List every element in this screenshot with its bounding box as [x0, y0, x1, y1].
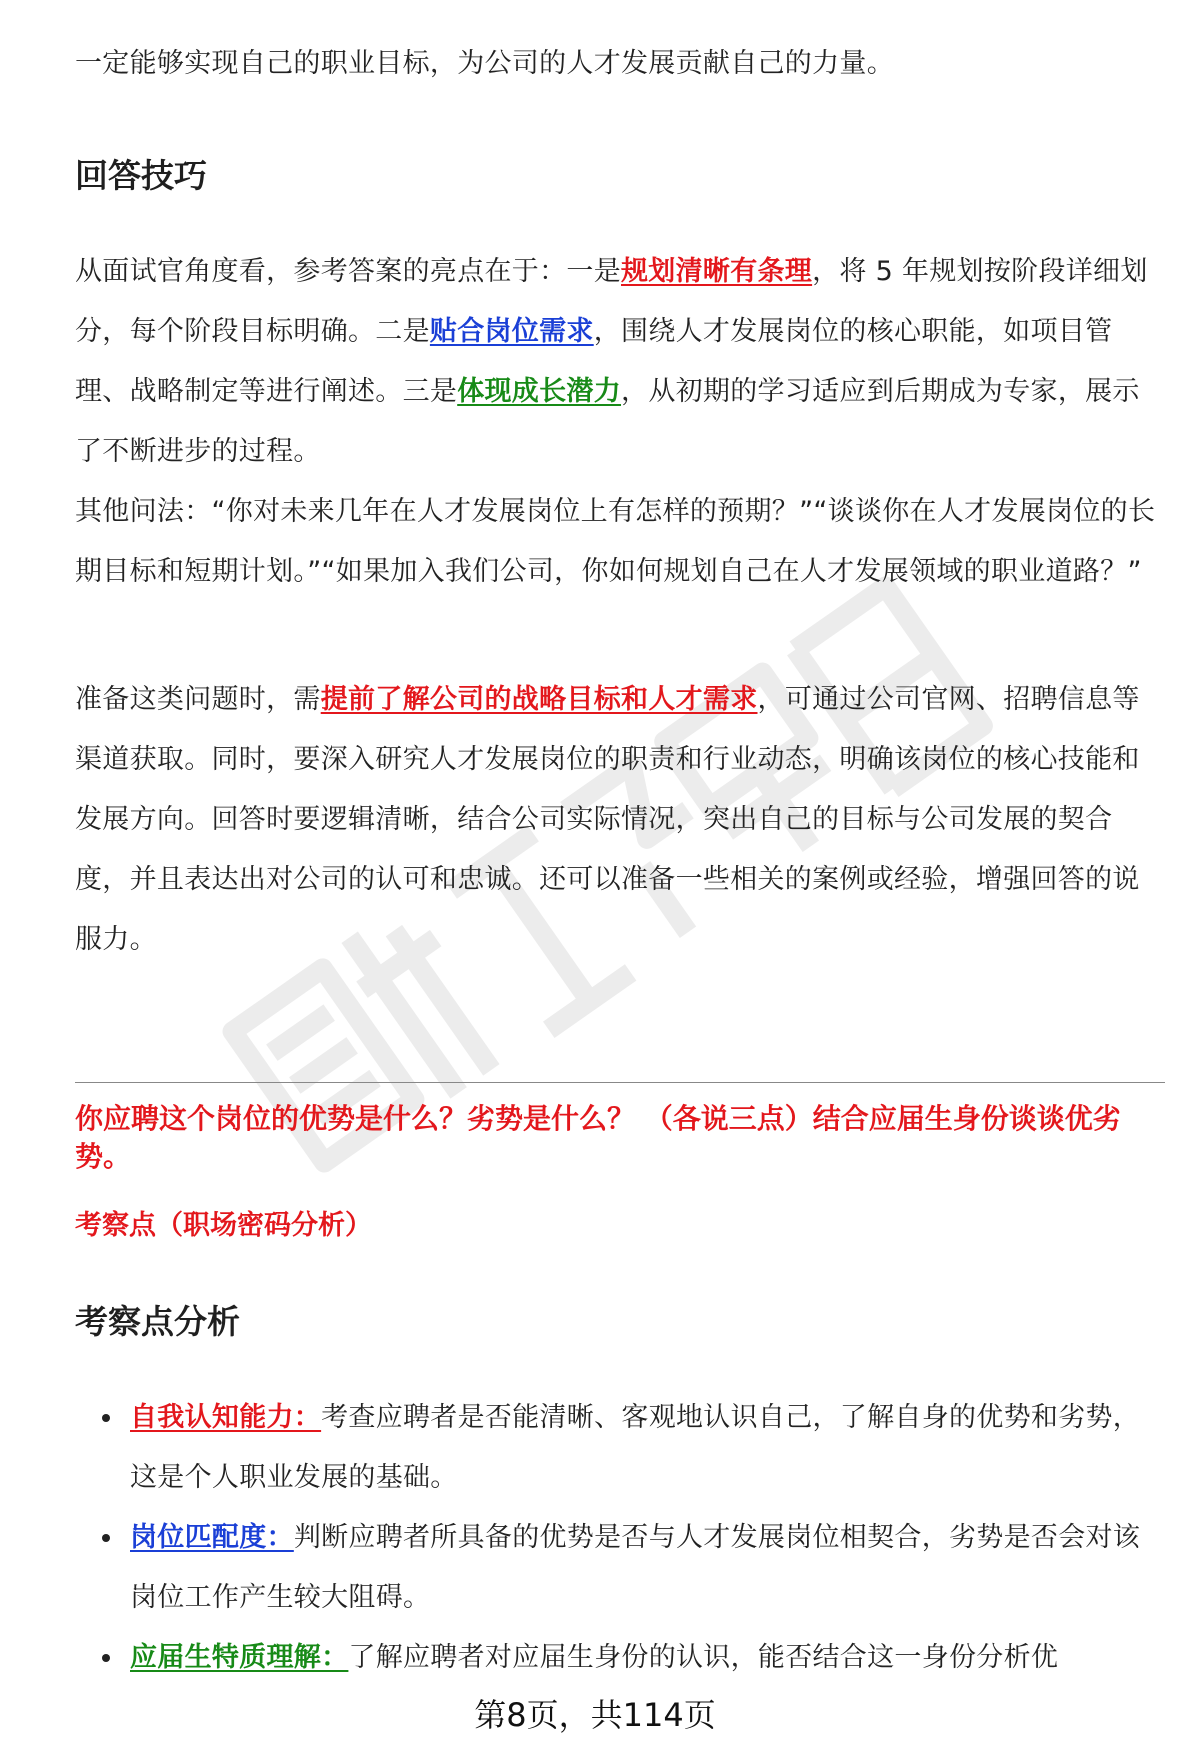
- list-item: [130, 1388, 1165, 1508]
- point-label-graduate-traits: 应届生特质理解：: [130, 1642, 349, 1673]
- paragraph-interviewer-view: [75, 242, 1165, 482]
- text-segment: 准备这类问题时，需: [75, 684, 321, 715]
- highlight-clear-planning: 规划清晰有条理: [621, 256, 813, 287]
- subheading-key-points: 考察点（职场密码分析）: [75, 1210, 372, 1241]
- list-item: [130, 1628, 1165, 1688]
- point-label-self-awareness: 自我认知能力：: [130, 1402, 322, 1433]
- text-segment: ，可通过公司官网、招聘信息等渠道获取。同时，要深入研究人才发展岗位的职责和行业动态，明确该岗位的核心技能和发展方向。回答时要逻辑清晰，结合公司实际情况，突出自己的目标与公司发展的契合度，并且表达出对公司的认可和忠诚。还可以准备一些相关的案例或经验，增强回答的说服力。: [75, 684, 1140, 955]
- list-item: [130, 1508, 1165, 1628]
- point-text: 了解应聘者对应届生身份的认识，能否结合这一身份分析优: [348, 1642, 1059, 1673]
- point-label-job-match: 岗位匹配度：: [130, 1522, 294, 1553]
- highlight-job-fit: 贴合岗位需求: [429, 316, 594, 347]
- section-divider: [75, 1082, 1165, 1083]
- text-segment: ，围绕人才发展岗位的核心职能，如项目管理、战略制定等进行阐述。三是: [75, 316, 1113, 407]
- analysis-list: [75, 1388, 1165, 1688]
- point-text: 判断应聘者所具备的优势是否与人才发展岗位相契合，劣势是否会对该岗位工作产生较大阻碍。: [130, 1522, 1141, 1613]
- highlight-company-strategy: 提前了解公司的战略目标和人才需求: [320, 684, 758, 715]
- text-segment: ，将 5 年规划按阶段详细划分，每个阶段目标明确。二是: [75, 256, 1148, 347]
- bullet-icon: [102, 1534, 110, 1542]
- paragraph-preparation: [75, 670, 1165, 970]
- paragraph-continuation: 一定能够实现自己的职业目标，为公司的人才发展贡献自己的力量。: [75, 48, 894, 79]
- paragraph-other-phrasings: 其他问法：“你对未来几年在人才发展岗位上有怎样的预期？”“谈谈你在人才发展岗位的长期目标和短期计划。”“如果加入我们公司，你如何规划自己在人才发展领域的职业道路？”: [75, 496, 1156, 587]
- bullet-icon: [102, 1654, 110, 1662]
- interview-question: 你应聘这个岗位的优势是什么？劣势是什么？ （各说三点）结合应届生身份谈谈优劣势。: [75, 1102, 1121, 1173]
- point-text: 考查应聘者是否能清晰、客观地认识自己，了解自身的优势和劣势，这是个人职业发展的基础。: [130, 1402, 1141, 1493]
- page-number: 第8页，共114页: [474, 1696, 716, 1734]
- heading-answer-tips: 回答技巧: [75, 156, 207, 195]
- text-segment: ，从初期的学习适应到后期成为专家，展示了不断进步的过程。: [75, 376, 1140, 467]
- highlight-growth-potential: 体现成长潜力: [457, 376, 622, 407]
- text-segment: 从面试官角度看，参考答案的亮点在于：一是: [75, 256, 621, 287]
- bullet-icon: [102, 1414, 110, 1422]
- heading-analysis: 考察点分析: [75, 1302, 240, 1341]
